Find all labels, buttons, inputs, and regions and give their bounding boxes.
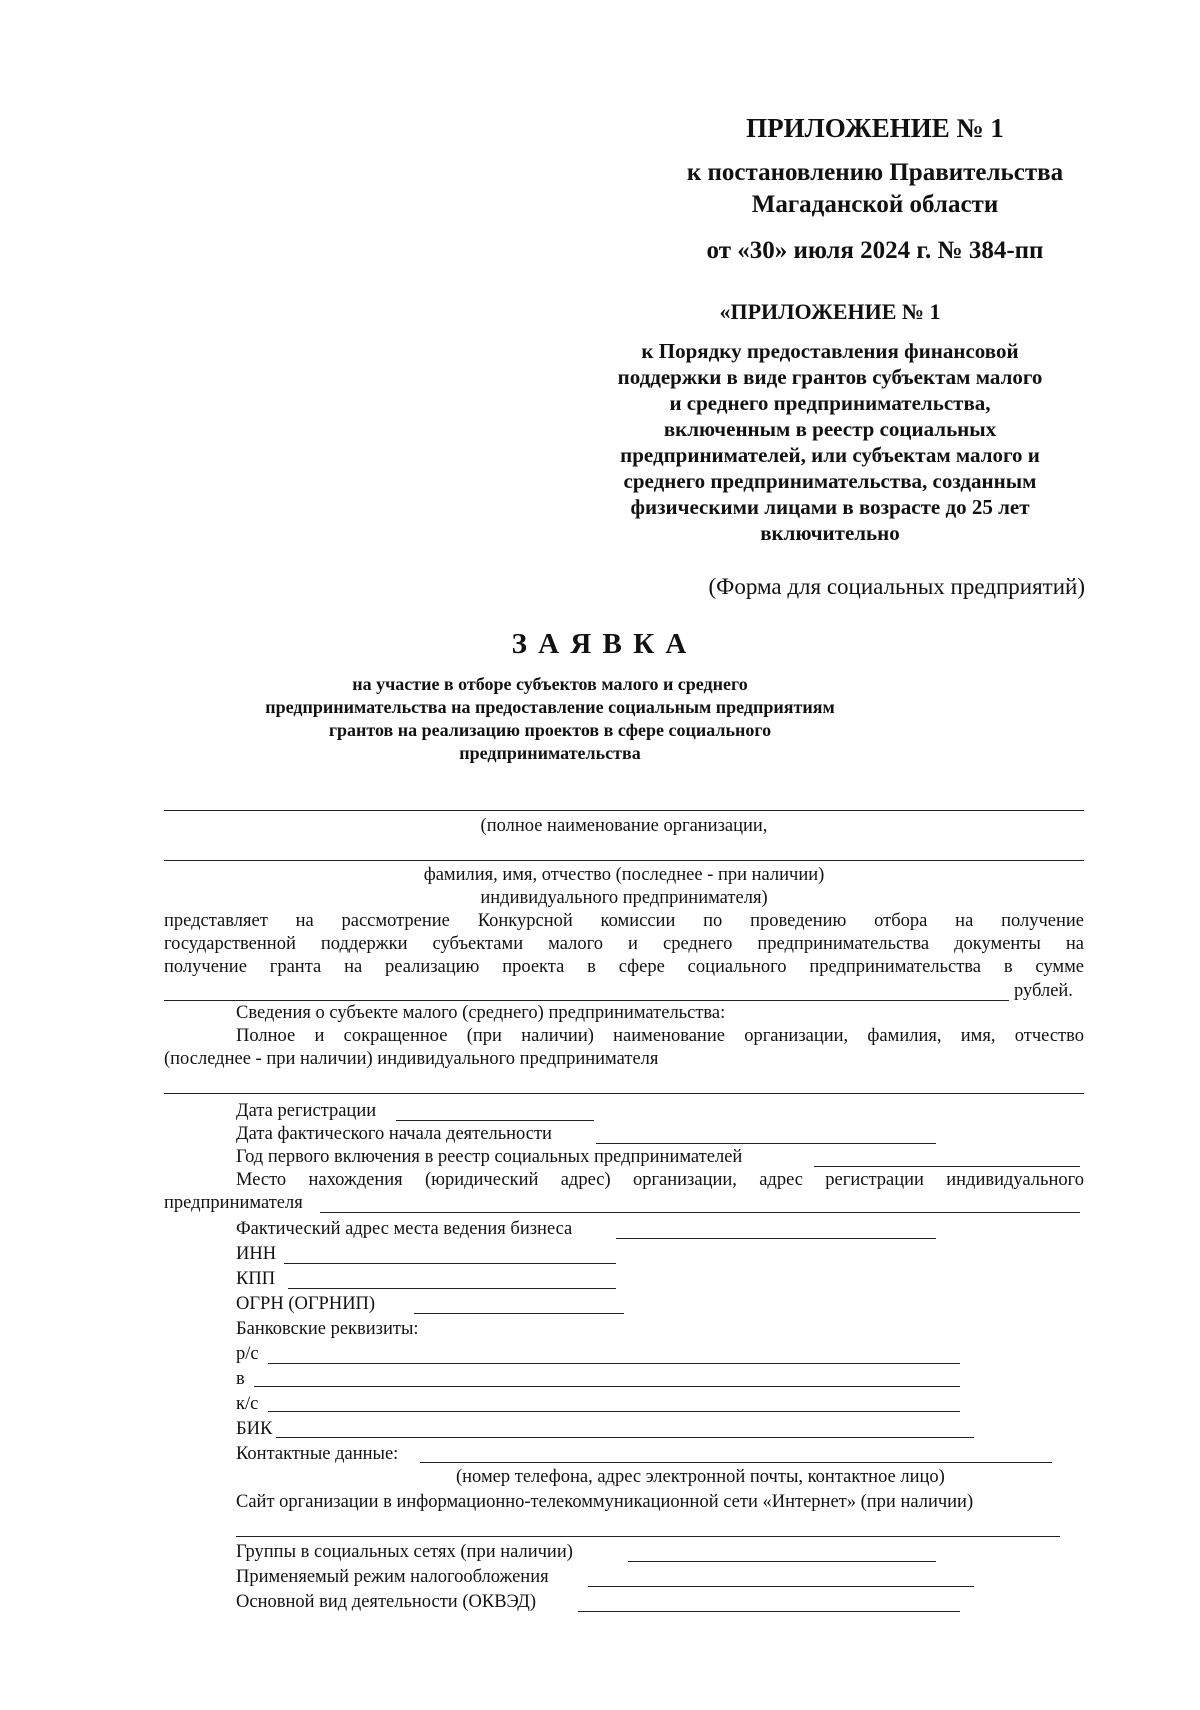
tax-label: Применяемый режим налогообложения — [236, 1567, 549, 1587]
order-line: поддержки в виде грантов субъектам малого — [617, 365, 1043, 389]
order-line: предпринимателей, или субъектам малого и — [620, 443, 1040, 467]
info-heading: Сведения о субъекте малого (среднего) предпринимательства: — [236, 1003, 726, 1023]
address-field[interactable] — [320, 1212, 1080, 1213]
ks-field[interactable] — [268, 1411, 960, 1412]
rs-field[interactable] — [268, 1363, 960, 1364]
registry-year-label: Год первого включения в реестр социальных предпринимателей — [236, 1147, 743, 1167]
reg-date-field[interactable] — [396, 1120, 594, 1121]
reg-date-label: Дата регистрации — [236, 1101, 377, 1121]
address-line-2: предпринимателя — [164, 1193, 303, 1213]
decree-line-1: к постановлению Правительства — [686, 159, 1064, 186]
subtitle-line: предпринимательства на предоставление социальным предприятиям — [265, 697, 835, 717]
para-line: получение гранта на реализацию проекта в сфере социального предпринимательства в сумме — [164, 957, 1084, 977]
inn-field[interactable] — [284, 1263, 616, 1264]
kpp-label: КПП — [236, 1269, 276, 1289]
okved-field[interactable] — [578, 1611, 960, 1612]
social-field[interactable] — [628, 1561, 936, 1562]
kpp-field[interactable] — [288, 1288, 616, 1289]
org-name-line[interactable] — [164, 810, 1084, 811]
decree-date: от «30» июля 2024 г. № 384-пп — [706, 237, 1044, 264]
order-text — [560, 338, 1100, 546]
order-line: включенным в реестр социальных — [663, 417, 997, 441]
ogrn-field[interactable] — [414, 1313, 624, 1314]
website-label: Сайт организации в информационно-телекоммуникационной сети «Интернет» (при наличии) — [236, 1492, 974, 1512]
ks-label: к/с — [236, 1394, 259, 1414]
application-subtitle — [200, 673, 900, 765]
contacts-field[interactable] — [420, 1462, 1052, 1463]
fio-caption-2: индивидуального предпринимателя) — [480, 888, 768, 908]
start-date-field[interactable] — [596, 1143, 936, 1144]
order-line: включительно — [760, 521, 900, 545]
bik-field[interactable] — [276, 1437, 974, 1438]
name-line-2: (последнее - при наличии) индивидуального предпринимателя — [164, 1049, 659, 1069]
order-line: физическими лицами в возрасте до 25 лет — [630, 495, 1030, 519]
contacts-label: Контактные данные: — [236, 1444, 399, 1464]
appendix-title: ПРИЛОЖЕНИЕ № 1 — [746, 113, 1004, 143]
tax-field[interactable] — [588, 1586, 974, 1587]
contacts-caption: (номер телефона, адрес электронной почты, контактное лицо) — [456, 1467, 945, 1487]
inn-label: ИНН — [236, 1244, 277, 1264]
bank-name-label: в — [236, 1369, 245, 1389]
ogrn-label: ОГРН (ОГРНИП) — [236, 1294, 376, 1314]
decree-line-2: Магаданской области — [751, 191, 999, 218]
bik-label: БИК — [236, 1419, 273, 1439]
social-label: Группы в социальных сетях (при наличии) — [236, 1542, 573, 1562]
rubles-label: рублей. — [1014, 981, 1073, 1001]
fio-caption-1: фамилия, имя, отчество (последнее - при наличии) — [423, 865, 825, 885]
start-date-label: Дата фактического начала деятельности — [236, 1124, 552, 1144]
org-name-caption: (полное наименование организации, — [480, 816, 768, 836]
full-name-line[interactable] — [164, 1093, 1084, 1094]
para-line: государственной поддержки субъектами малого и среднего предпринимательства документы на — [164, 934, 1084, 954]
fio-line[interactable] — [164, 860, 1084, 861]
subtitle-line: предпринимательства — [459, 743, 641, 763]
bank-name-field[interactable] — [254, 1386, 960, 1387]
form-note: (Форма для социальных предприятий) — [708, 574, 1085, 599]
grant-amount-line[interactable] — [164, 1000, 1009, 1001]
address-line-1: Место нахождения (юридический адрес) организации, адрес регистрации индивидуального — [236, 1170, 1084, 1190]
subtitle-line: грантов на реализацию проектов в сфере социального — [328, 720, 772, 740]
actual-address-label: Фактический адрес места ведения бизнеса — [236, 1219, 573, 1239]
order-line: среднего предпринимательства, созданным — [623, 469, 1037, 493]
website-field[interactable] — [236, 1536, 1060, 1537]
order-line: к Порядку предоставления финансовой — [641, 339, 1019, 363]
bank-label: Банковские реквизиты: — [236, 1319, 419, 1339]
order-line: и среднего предпринимательства, — [669, 391, 991, 415]
para-line: представляет на рассмотрение Конкурсной комиссии по проведению отбора на получение — [164, 911, 1084, 931]
subtitle-line: на участие в отборе субъектов малого и среднего — [352, 674, 748, 694]
actual-address-field[interactable] — [616, 1238, 936, 1239]
name-line-1: Полное и сокращенное (при наличии) наименование организации, фамилия, имя, отчество — [236, 1026, 1084, 1046]
order-appendix-title: «ПРИЛОЖЕНИЕ № 1 — [719, 299, 941, 324]
registry-year-field[interactable] — [814, 1166, 1080, 1167]
application-title: З А Я В К А — [511, 628, 689, 660]
okved-label: Основной вид деятельности (ОКВЭД) — [236, 1592, 536, 1612]
rs-label: р/с — [236, 1344, 259, 1364]
